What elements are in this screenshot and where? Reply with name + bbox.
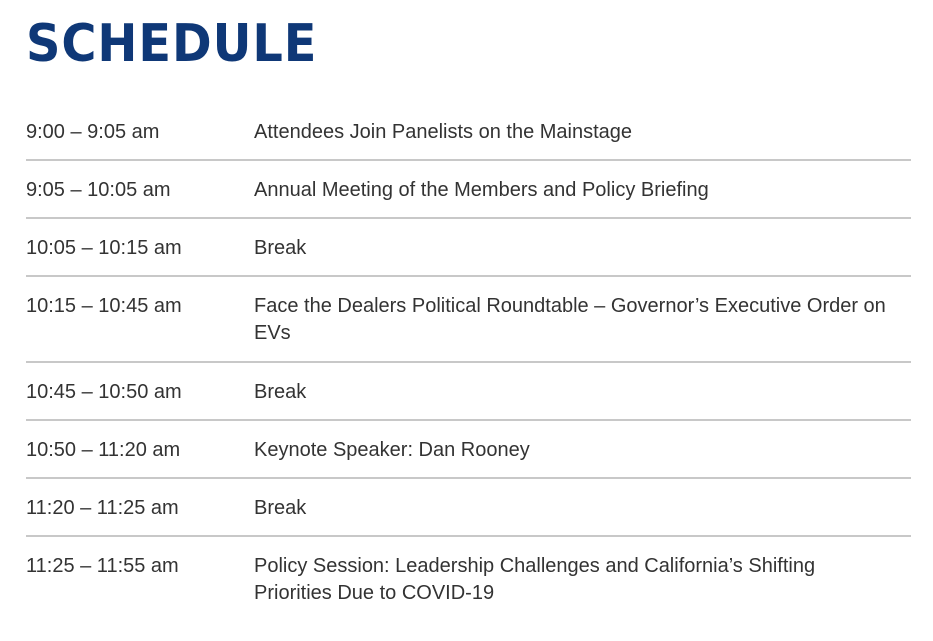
schedule-time: 10:50 – 11:20 am xyxy=(26,439,181,461)
schedule-time: 11:25 – 11:55 am xyxy=(26,555,179,577)
schedule-row xyxy=(26,363,911,421)
schedule-time: 9:05 – 10:05 am xyxy=(26,179,171,201)
schedule-time: 10:05 – 10:15 am xyxy=(26,237,182,259)
schedule-time: 10:15 – 10:45 am xyxy=(26,295,182,317)
schedule-event: Break xyxy=(254,381,307,403)
schedule-event: Policy Session: Leadership Challenges and California’s Shifting Priorities Due to COVID-19 xyxy=(254,555,816,604)
schedule-time: 9:00 – 9:05 am xyxy=(26,121,160,143)
schedule-event: Break xyxy=(254,497,307,519)
schedule-row xyxy=(26,421,911,479)
schedule-event: Annual Meeting of the Members and Policy Briefing xyxy=(254,179,709,201)
schedule-row xyxy=(26,537,911,623)
schedule-row xyxy=(26,219,911,277)
schedule-row xyxy=(26,277,911,363)
page-title: SCHEDULE xyxy=(26,14,318,74)
schedule-event: Break xyxy=(254,237,307,259)
schedule-row xyxy=(26,479,911,537)
schedule-time: 11:20 – 11:25 am xyxy=(26,497,179,519)
schedule-row xyxy=(26,103,911,161)
schedule-event: Face the Dealers Political Roundtable – Governor’s Executive Order on EVs xyxy=(254,295,886,344)
schedule-event: Attendees Join Panelists on the Mainstage xyxy=(254,121,633,143)
schedule-time: 10:45 – 10:50 am xyxy=(26,381,182,403)
schedule-row xyxy=(26,161,911,219)
schedule-table xyxy=(26,103,911,623)
schedule-event: Keynote Speaker: Dan Rooney xyxy=(254,439,530,461)
